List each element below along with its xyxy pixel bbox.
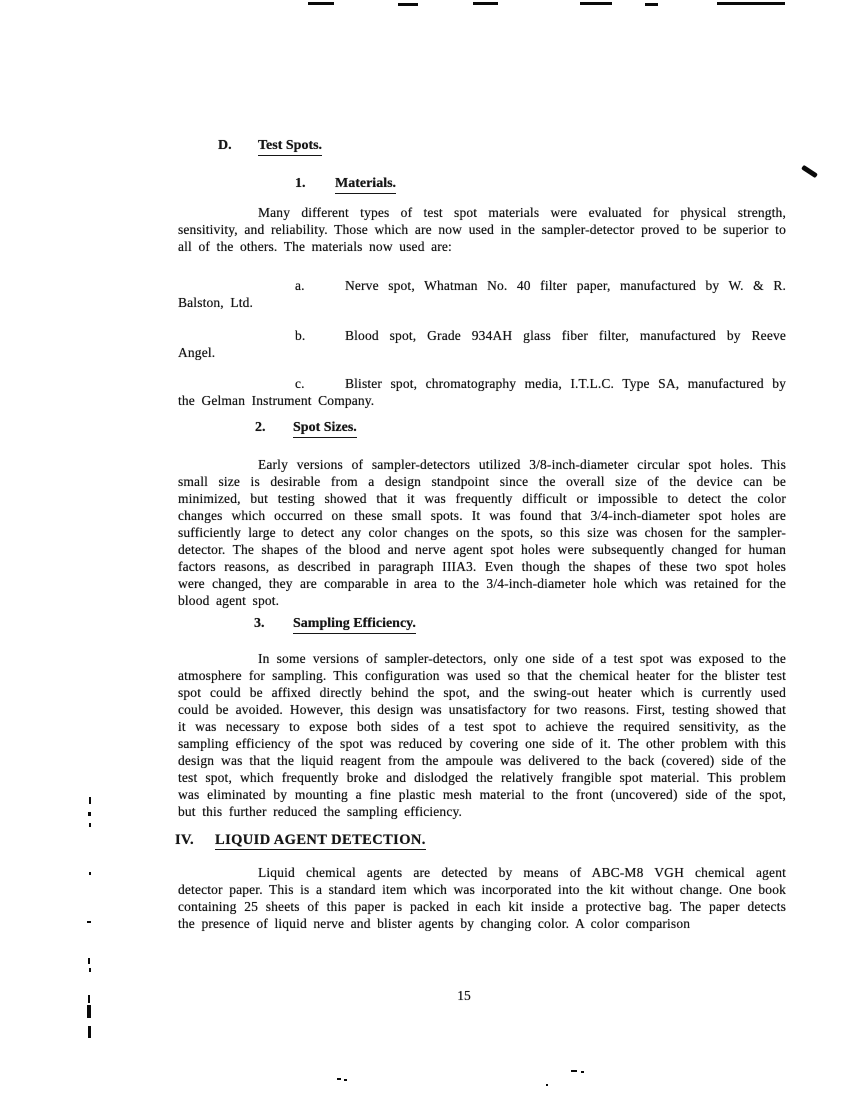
list-item-text: Nerve spot, Whatman No. 40 filter paper, manufactured by W. & R. Balston, Ltd.: [178, 278, 786, 310]
scan-artifact: [581, 1071, 584, 1073]
list-item: [178, 277, 786, 311]
subsection-heading-materials: [295, 176, 396, 194]
scan-artifact: [717, 2, 785, 5]
section-title: Test Spots.: [258, 138, 322, 156]
section-label: D.: [218, 138, 232, 153]
subsection-label: 3.: [254, 616, 265, 631]
list-item-label: b.: [295, 328, 306, 343]
scan-artifact: [546, 1084, 548, 1086]
list-item-text: Blood spot, Grade 934AH glass fiber filter, manufactured by Reeve Angel.: [178, 328, 786, 360]
subsection-label: 1.: [295, 176, 306, 191]
subsection-label: 2.: [255, 420, 266, 435]
page-number: 15: [457, 988, 471, 1003]
section-heading-liquid-agent-detection: [175, 832, 426, 850]
scan-artifact: [88, 995, 90, 1003]
subsection-heading-sampling-efficiency: [254, 616, 416, 634]
list-item-label: a.: [295, 278, 305, 293]
materials-paragraph: Many different types of test spot materials were evaluated for physical strength, sensitivity, and reliability. Those which are now used in the sampler-detector proved to be superior to all of the others. The materials now used are:: [178, 205, 786, 254]
subsection-title: Sampling Efficiency.: [293, 616, 416, 634]
scan-artifact: [89, 797, 91, 804]
scan-artifact: [88, 958, 90, 964]
section-title: LIQUID AGENT DETECTION.: [215, 832, 426, 848]
scan-artifact: [571, 1070, 577, 1072]
scan-artifact: [89, 872, 91, 875]
scan-artifact: [87, 1005, 91, 1018]
scan-artifact: [580, 2, 612, 5]
list-item-text: Blister spot, chromatography media, I.T.L.C. Type SA, manufactured by the Gelman Instrument Company.: [178, 376, 786, 408]
subsection-heading-spot-sizes: [255, 420, 357, 438]
subsection-title: Materials.: [335, 176, 396, 194]
spot-sizes-paragraph: Early versions of sampler-detectors utilized 3/8-inch-diameter circular spot holes. This small size is desirable from a design standpoint since the overall size of the device can be minimized, but testing showed that it was frequently difficult or impossible to detect the color changes which occurred on these small spots. It was found that 3/4-inch-diameter spot holes are sufficiently large to detect any color changes on the spots, so this size was chosen for the sampler-detector. The shapes of the blood and nerve agent spot holes were subsequently changed for human factors reasons, as described in paragraph IIIA3. Even though the shapes of these two spot holes were changed, they are comparable in area to the 3/4-inch-diameter hole which was retained for the blood agent spot.: [178, 457, 786, 608]
scan-artifact: [88, 1026, 91, 1038]
section-heading-test-spots: [218, 138, 322, 156]
scan-artifact: [308, 2, 334, 5]
scan-artifact: [645, 3, 658, 6]
list-item: [178, 375, 786, 409]
scan-artifact: [88, 812, 91, 816]
subsection-title: Spot Sizes.: [293, 420, 357, 438]
list-item-label: c.: [295, 376, 305, 391]
scan-artifact: [344, 1079, 347, 1081]
sampling-efficiency-paragraph: In some versions of sampler-detectors, only one side of a test spot was exposed to the atmosphere for sampling. This configuration was used so that the chemical heater for the blister test spot could be affixed directly behind the spot, and the swing-out heater which is currently used could be avoided. However, this design was unsatisfactory for two reasons. First, testing showed that it was necessary to expose both sides of a test spot to achieve the required sensitivity, as the sampling efficiency of the spot was reduced by covering one side of it. The other problem with this design was that the liquid reagent from the ampoule was delivered to the back (covered) side of the test spot, which frequently broke and dislodged the relatively frangible spot material. This problem was eliminated by mounting a fine plastic mesh material to the front (uncovered) side of the spot, but this further reduced the sampling efficiency.: [178, 651, 786, 819]
scan-artifact: [89, 968, 91, 972]
list-item: [178, 327, 786, 361]
scan-artifact: [89, 823, 91, 827]
scan-artifact: [87, 921, 91, 923]
scan-artifact: [337, 1078, 341, 1080]
liquid-agent-paragraph: Liquid chemical agents are detected by means of ABC-M8 VGH chemical agent detector paper. This is a standard item which was incorporated into the kit without change. One book containing 25 sheets of this paper is packed in each kit inside a protective bag. The paper detects the presence of liquid nerve and blister agents by changing color. A color comparison: [178, 865, 786, 931]
pen-mark: [801, 165, 818, 178]
scan-artifact: [473, 2, 498, 5]
scan-artifact: [398, 3, 418, 6]
section-label: IV.: [175, 832, 195, 848]
